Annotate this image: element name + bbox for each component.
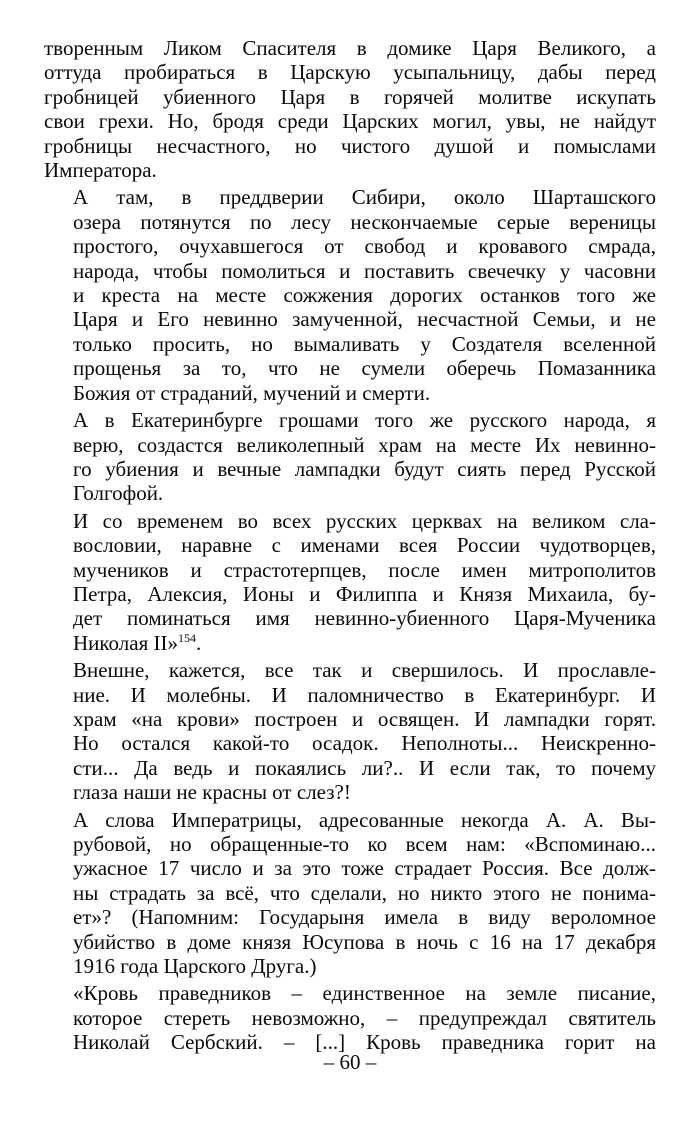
footnote-marker[interactable]: 154 [177,630,196,645]
text-line: гробницей убиенного Царя в горячей молитве искупать [44,84,656,109]
text-line: Императора. [44,158,157,183]
text-line: А в Екатеринбурге грошами того же русского народа, я [73,408,656,433]
text-line: убийство в доме князя Юсупова в ночь с 16 на 17 декабря [73,929,656,954]
text-line: рубовой, но обращенные-то ко всем нам: «Вспоминаю... [73,832,656,856]
text-line: Внешне, кажется, все так и свершилось. И прославле- [73,658,656,683]
paragraph [44,185,656,405]
text-line: дет поминаться имя невинно-убиенного Царя-Мученика [73,606,656,631]
text-line: гробницы несчастного, но чистого душой и помыслами [44,133,656,158]
text-line: вословии, наравне с именами всея России чудотворцев, [73,533,656,558]
text-line: мучеников и страстотерпцев, после имен митрополитов [73,557,656,582]
text-line: озера потянутся по лесу нескончаемые серые вереницы [73,209,656,234]
text-line: ет»? (Напомним: Государыня имела в виду вероломное [73,905,656,930]
paragraph [44,658,656,804]
text-line: Но остался какой-то осадок. Неполноты... Неискренно- [73,731,656,756]
text-line: народа, чтобы помолиться и поставить свечечку у часовни [73,258,656,283]
text-line: сти... Да ведь и покаялись ли?.. И если так, то почему [73,755,656,780]
text-line: А там, в преддверии Сибири, около Шарташского [73,185,656,210]
paragraph [44,981,656,1054]
text-line: Царя и Его невинно замученной, несчастной Семьи, и не [73,307,656,332]
text-fragment: . [195,630,202,655]
text-line: «Кровь праведников – единственное на земле писание, [73,981,656,1006]
page-text [44,36,656,1058]
text-line: только просить, но вымаливать у Создателя вселенной [73,331,656,356]
text-line: и креста на месте сожжения дорогих останков того же [73,283,656,308]
text-line: простого, очухавшегося от свобод и кровавого смрада, [73,234,656,259]
text-line: Голгофой. [73,481,164,506]
text-line: ние. И молебны. И паломничество в Екатеринбург. И [73,682,656,707]
text-line: творенным Ликом Спасителя в домике Царя Великого, а [44,36,656,60]
text-line: свои грехи. Но, бродя среди Царских могил, увы, не найдут [44,109,656,134]
paragraph [44,408,656,506]
text-line: Петра, Алексия, Ионы и Филиппа и Князя Михаила, бу- [73,581,656,606]
text-line [44,631,656,655]
text-line: оттуда пробираться в Царскую усыпальницу, дабы перед [44,60,656,85]
text-line: И со временем во всех русских церквах на великом сла- [73,508,656,533]
paragraph [44,509,656,655]
text-line: Божия от страданий, мучений и смерти. [73,380,431,405]
text-line: верю, создастся великолепный храм на месте Их невинно- [73,432,656,457]
text-line: Николай Сербский. – [...] Кровь праведника горит на [73,1030,656,1055]
text-line: которое стереть невозможно, – предупреждал святитель [73,1005,656,1030]
text-line: 1916 года Царского Друга.) [73,954,317,979]
text-line: го убиения и вечные лампадки будут сиять перед Русской [73,456,656,481]
text-line: прощенья за то, что не сумели оберечь Помазанника [73,356,656,381]
page-number: – 60 – [323,1050,377,1074]
text-line: храм «на крови» построен и освящен. И лампадки горят. [73,706,656,731]
text-line: А слова Императрицы, адресованные некогда А. А. Вы- [73,807,656,832]
text-line: глаза наши не красны от слез?! [73,780,351,805]
text-line: ны страдать за всё, что сделали, но никто этого не понима- [73,880,656,905]
text-fragment: Николая II» [73,630,178,655]
text-line: ужасное 17 число и за это тоже страдает Россия. Все долж- [73,856,656,881]
paragraph [44,808,656,979]
paragraph [44,36,656,182]
